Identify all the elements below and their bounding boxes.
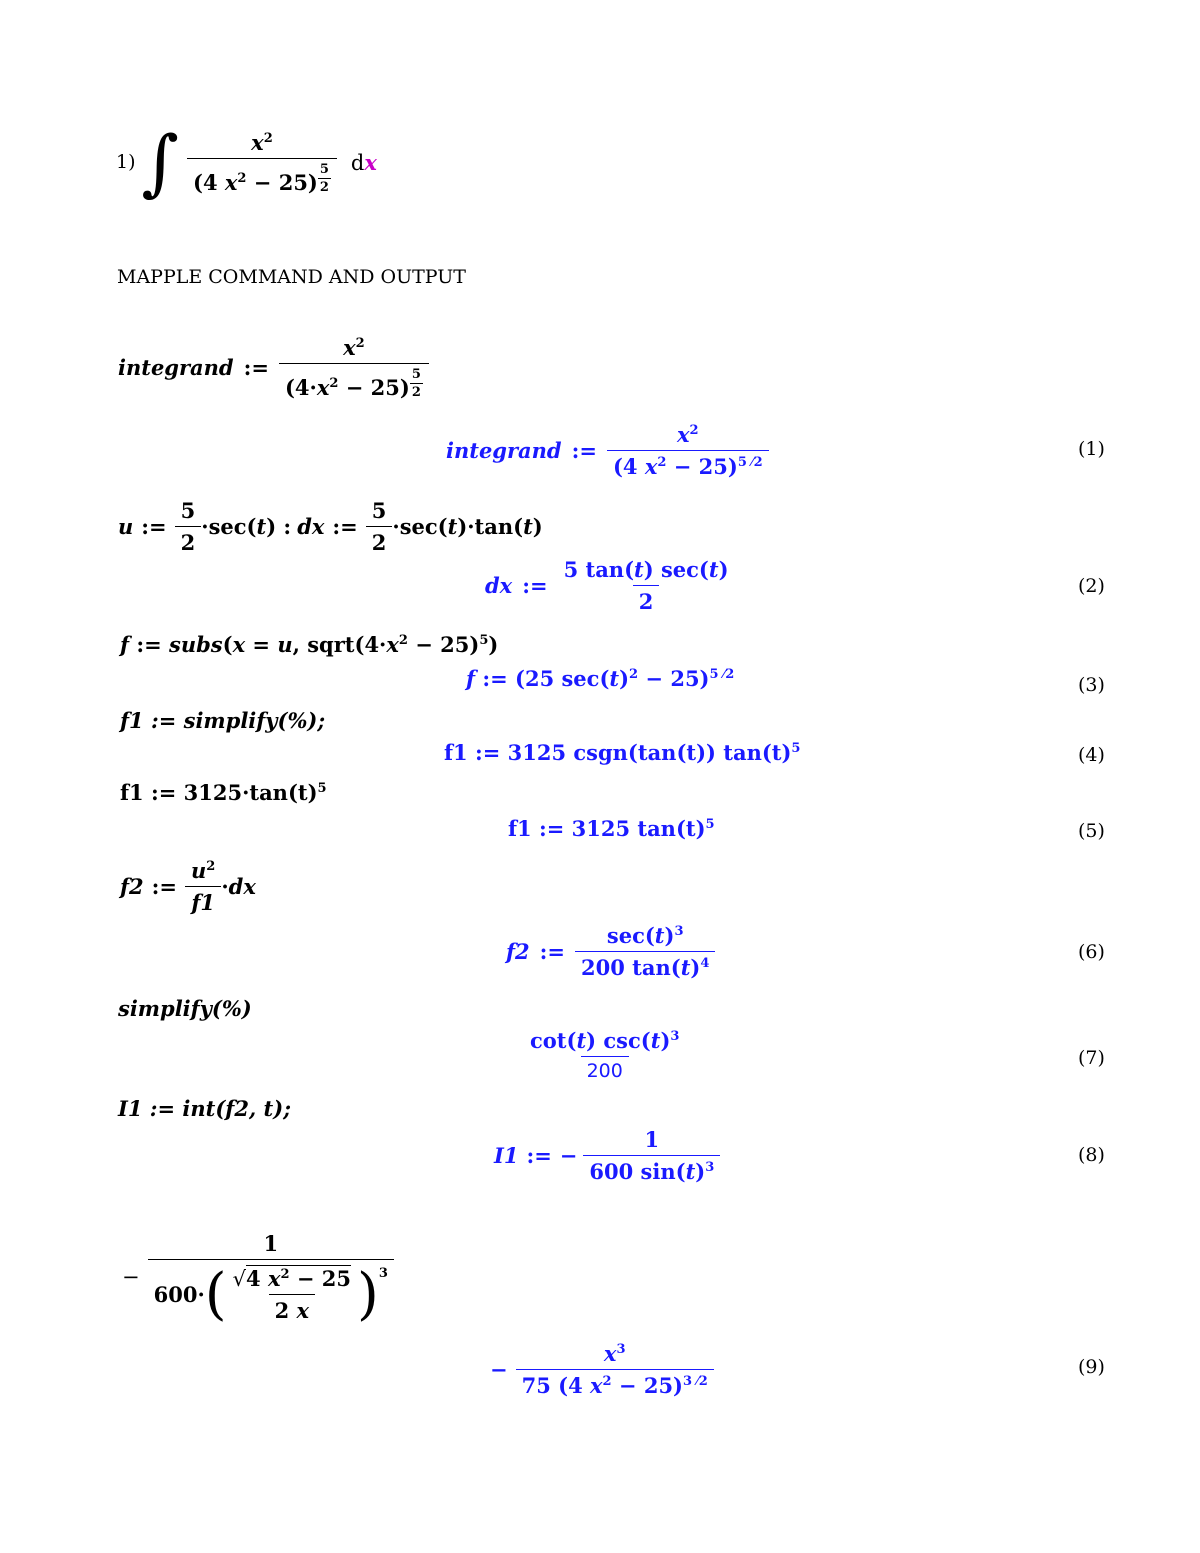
command-integrand: integrand := $x^2$ $(4\cdot x^2 - 25)$ $^{\frac{5}{2}}$: [118, 322, 429, 412]
integral-sign: ∫: [141, 120, 180, 204]
equation-number-7: (7): [1078, 1047, 1105, 1069]
command-back-substitution: − 1 600· ( $\frac{√4 x^2 - 25}{2 x}$ ) $^3$: [122, 1222, 394, 1332]
equation-number-3: (3): [1078, 674, 1105, 696]
command-subs: f := subs(x = u, $sqrt(4\cdot x^2 - 25)^5$): [120, 632, 499, 657]
output-dx: dx := $\frac{5 \tan(t) \sec(t)}{2}$: [485, 556, 729, 614]
equation-number-1: (1): [1078, 438, 1105, 460]
output-final: − $\frac{x^3}{75 (4 x^2 - 25)^{3 ⁄2}}$: [490, 1336, 714, 1402]
equation-number-5: (5): [1078, 820, 1105, 842]
output-f: f := (25 $\sec(t)^2 - 25)^{5 ⁄2}$: [466, 666, 735, 691]
command-int: I1 := int(f2, t);: [118, 1096, 291, 1121]
output-f1-csgn: f1 := 3125 csgn(tan(t)) $\tan(t)^5$: [444, 740, 801, 765]
output-f2: f2 := $\frac{\sec(t)^3}{200 \tan(t)^4}$: [506, 920, 715, 982]
equation-number-4: (4): [1078, 744, 1105, 766]
equation-number-6: (6): [1078, 941, 1105, 963]
differential: dx: [350, 149, 377, 175]
command-simplify-2: simplify(%): [118, 996, 252, 1021]
command-f1: f1 := $3125\cdot\tan(t)^5$: [120, 780, 327, 805]
problem-number: 1): [116, 151, 136, 173]
output-I1: I1 := − $\frac{1}{600 \sin(t)^3}$: [494, 1124, 720, 1186]
equation-number-2: (2): [1078, 575, 1105, 597]
output-f1: f1 := 3125 $\tan(t)^5$: [508, 816, 715, 841]
section-title: MAPPLE COMMAND AND OUTPUT: [117, 266, 466, 288]
command-f2: f2 := $\frac{u^2}{f1}$ ·dx: [120, 857, 256, 915]
command-substitution: u := $\frac{5}{2}$ ·sec(t) : dx := $\frac{5}{2}$ ·sec(t)·tan(t): [118, 497, 543, 555]
command-simplify-1: f1 := simplify(%);: [120, 708, 326, 733]
equation-number-8: (8): [1078, 1144, 1105, 1166]
integrand-name: integrand: [118, 354, 234, 380]
problem-statement: [116, 112, 377, 212]
problem-fraction: $x^2$ (4 $x^2 - 25$) $^{\frac{5}{2}}$: [187, 130, 337, 195]
output-integrand: integrand := $\frac{x^2}{(4 x^2 - 25)^{5 ⁄2}}$: [446, 418, 769, 482]
equation-number-9: (9): [1078, 1356, 1105, 1378]
output-simplified: $\frac{\cot(t) \csc(t)^3}{200}$: [530, 1028, 680, 1082]
